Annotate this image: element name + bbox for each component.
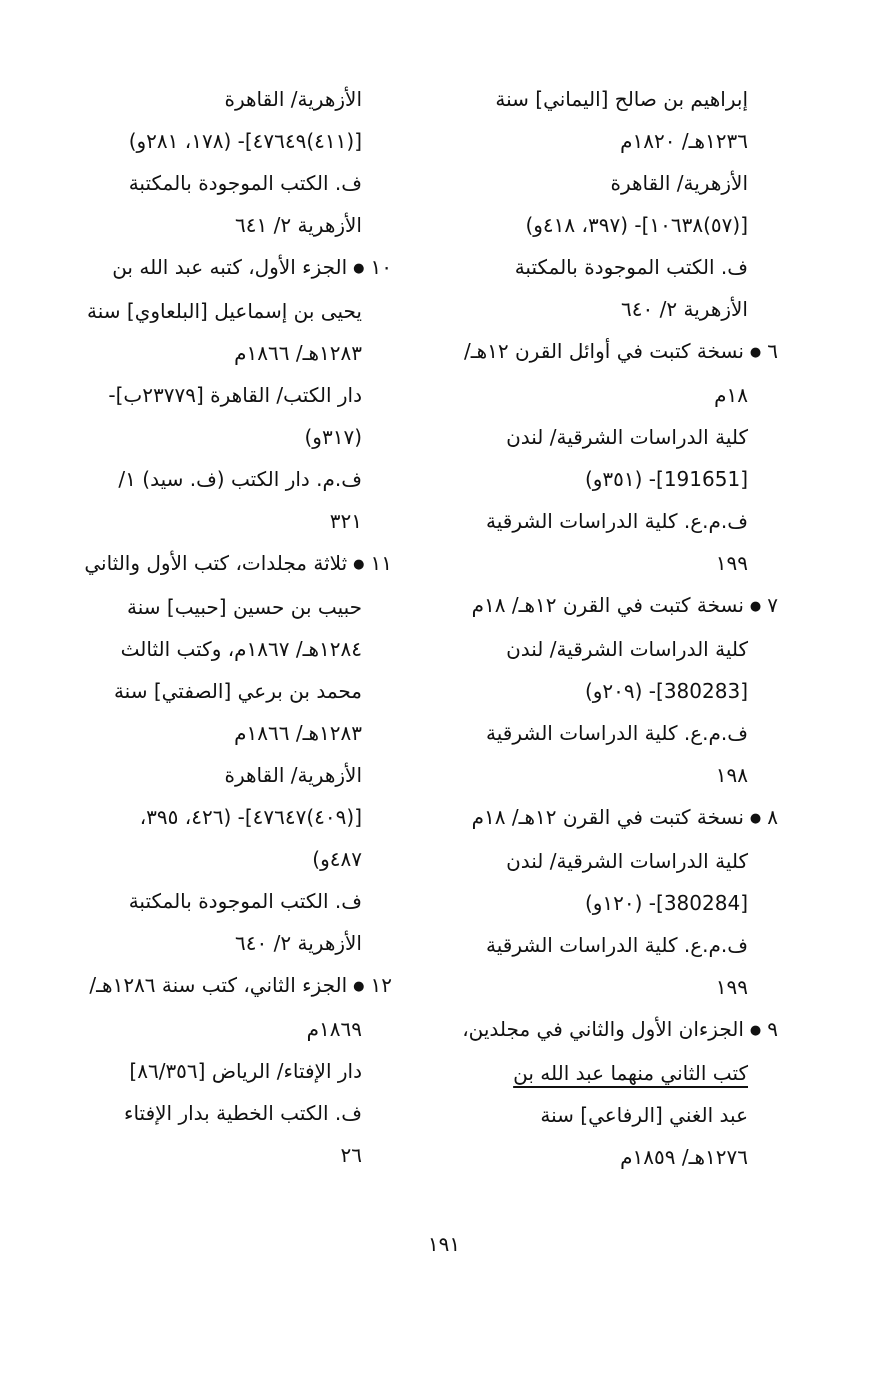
text-line: ف. الكتب الخطية بدار الإفتاء: [124, 1101, 362, 1125]
text-line: ٣٢١: [329, 509, 362, 533]
entry-heading: [438, 330, 778, 374]
text-line: ف.م. دار الكتب (ف. سيد) ١/: [118, 467, 362, 491]
entry-text: نسخة كتبت في القرن ١٢هـ/ ١٨م: [471, 805, 744, 829]
text-line: الأزهرية/ القاهرة: [224, 763, 362, 787]
text-line: ١٨م: [714, 383, 748, 407]
text-line: الأزهرية/ القاهرة: [610, 171, 748, 195]
text-line: ١٩٩: [715, 551, 748, 575]
entry-text: نسخة كتبت في أوائل القرن ١٢هـ/: [464, 339, 744, 363]
entry-text: الجزء الأول، كتبه عبد الله بن: [112, 255, 348, 279]
left-column: [52, 78, 392, 1176]
text-line: الأزهرية ٢/ ٦٤٠: [235, 931, 362, 955]
entry-heading: [438, 584, 778, 628]
entry-text: نسخة كتبت في القرن ١٢هـ/ ١٨م: [471, 593, 744, 617]
bullet-icon: ●: [749, 599, 762, 614]
text-line: ف. الكتب الموجودة بالمكتبة: [128, 171, 362, 195]
text-line: [(٤١١)٤٧٦٤٩]- (١٧٨، ٢٨١و): [128, 129, 362, 153]
entry-heading: [52, 246, 392, 290]
entry-heading: [438, 1008, 778, 1052]
right-column: [438, 78, 778, 1178]
text-line: ١٩٨: [715, 763, 748, 787]
text-line: إبراهيم بن صالح [اليماني] سنة: [495, 87, 748, 111]
entry-text: الجزء الثاني، كتب سنة ١٢٨٦هـ/: [89, 973, 348, 997]
entry-heading: [438, 796, 778, 840]
text-line: ١٢٣٦هـ/ ١٨٢٠م: [620, 129, 748, 153]
bullet-icon: ●: [353, 261, 365, 276]
bullet-icon: ●: [353, 557, 365, 572]
entry-number: ١٠: [370, 255, 392, 279]
text-line: ف.م.ع. كلية الدراسات الشرقية: [486, 721, 748, 745]
entry-number: ٨: [767, 805, 778, 829]
text-line: كتب الثاني منهما عبد الله بن: [513, 1061, 748, 1085]
text-line: (٣١٧و): [304, 425, 362, 449]
entry-number: ٦: [767, 339, 778, 363]
text-line: [191651]- (٣٥١و): [584, 467, 748, 491]
text-line: ٤٨٧و): [312, 847, 362, 871]
text-line: الأزهرية ٢/ ٦٤٠: [621, 297, 748, 321]
entry-number: ١٢: [370, 973, 392, 997]
text-line: دار الإفتاء/ الرياض [٨٦/٣٥٦]: [129, 1059, 362, 1083]
text-line: كلية الدراسات الشرقية/ لندن: [506, 637, 748, 661]
text-line: ف.م.ع. كلية الدراسات الشرقية: [486, 933, 748, 957]
text-line: [380283]- (٢٠٩و): [584, 679, 748, 703]
entry-number: ١١: [370, 551, 392, 575]
entry-heading: [52, 542, 392, 586]
text-line: ٢٦: [340, 1143, 362, 1167]
entry-number: ٩: [767, 1017, 778, 1041]
text-line: يحيى بن إسماعيل [البلعاوي] سنة: [87, 299, 362, 323]
entry-number: ٧: [767, 593, 778, 617]
text-line: ١٢٨٤هـ/ ١٨٦٧م، وكتب الثالث: [120, 637, 362, 661]
text-line: الأزهرية ٢/ ٦٤١: [235, 213, 362, 237]
bullet-icon: ●: [749, 345, 762, 360]
text-line: ف.م.ع. كلية الدراسات الشرقية: [486, 509, 748, 533]
text-line: [380284]- (١٢٠و): [584, 891, 748, 915]
text-line: ١٢٧٦هـ/ ١٨٥٩م: [620, 1145, 748, 1169]
bullet-icon: ●: [353, 979, 365, 994]
text-line: ١٢٨٣هـ/ ١٨٦٦م: [234, 721, 362, 745]
text-line: [(٤٠٩)٤٧٦٤٧]- (٤٢٦، ٣٩٥،: [139, 805, 362, 829]
text-line: ١٨٦٩م: [306, 1017, 362, 1041]
text-line: كلية الدراسات الشرقية/ لندن: [506, 425, 748, 449]
text-line: عبد الغني [الرفاعي] سنة: [540, 1103, 748, 1127]
entry-text: ثلاثة مجلدات، كتب الأول والثاني: [84, 551, 348, 575]
text-line: [(٥٧)١٠٦٣٨]- (٣٩٧، ٤١٨و): [525, 213, 748, 237]
page-number: ١٩١: [427, 1232, 461, 1256]
text-line: كلية الدراسات الشرقية/ لندن: [506, 849, 748, 873]
text-line: ف. الكتب الموجودة بالمكتبة: [128, 889, 362, 913]
bullet-icon: ●: [749, 1023, 762, 1038]
text-line: دار الكتب/ القاهرة [٢٣٧٧٩ب]-: [108, 383, 362, 407]
entry-text: الجزءان الأول والثاني في مجلدين،: [462, 1017, 744, 1041]
text-line: ف. الكتب الموجودة بالمكتبة: [514, 255, 748, 279]
text-line: الأزهرية/ القاهرة: [224, 87, 362, 111]
text-line: حبيب بن حسين [حبيب] سنة: [127, 595, 362, 619]
text-line: ١٩٩: [715, 975, 748, 999]
entry-heading: [52, 964, 392, 1008]
text-line: ١٢٨٣هـ/ ١٨٦٦م: [234, 341, 362, 365]
text-line: محمد بن برعي [الصفتي] سنة: [113, 679, 362, 703]
bullet-icon: ●: [749, 811, 762, 826]
